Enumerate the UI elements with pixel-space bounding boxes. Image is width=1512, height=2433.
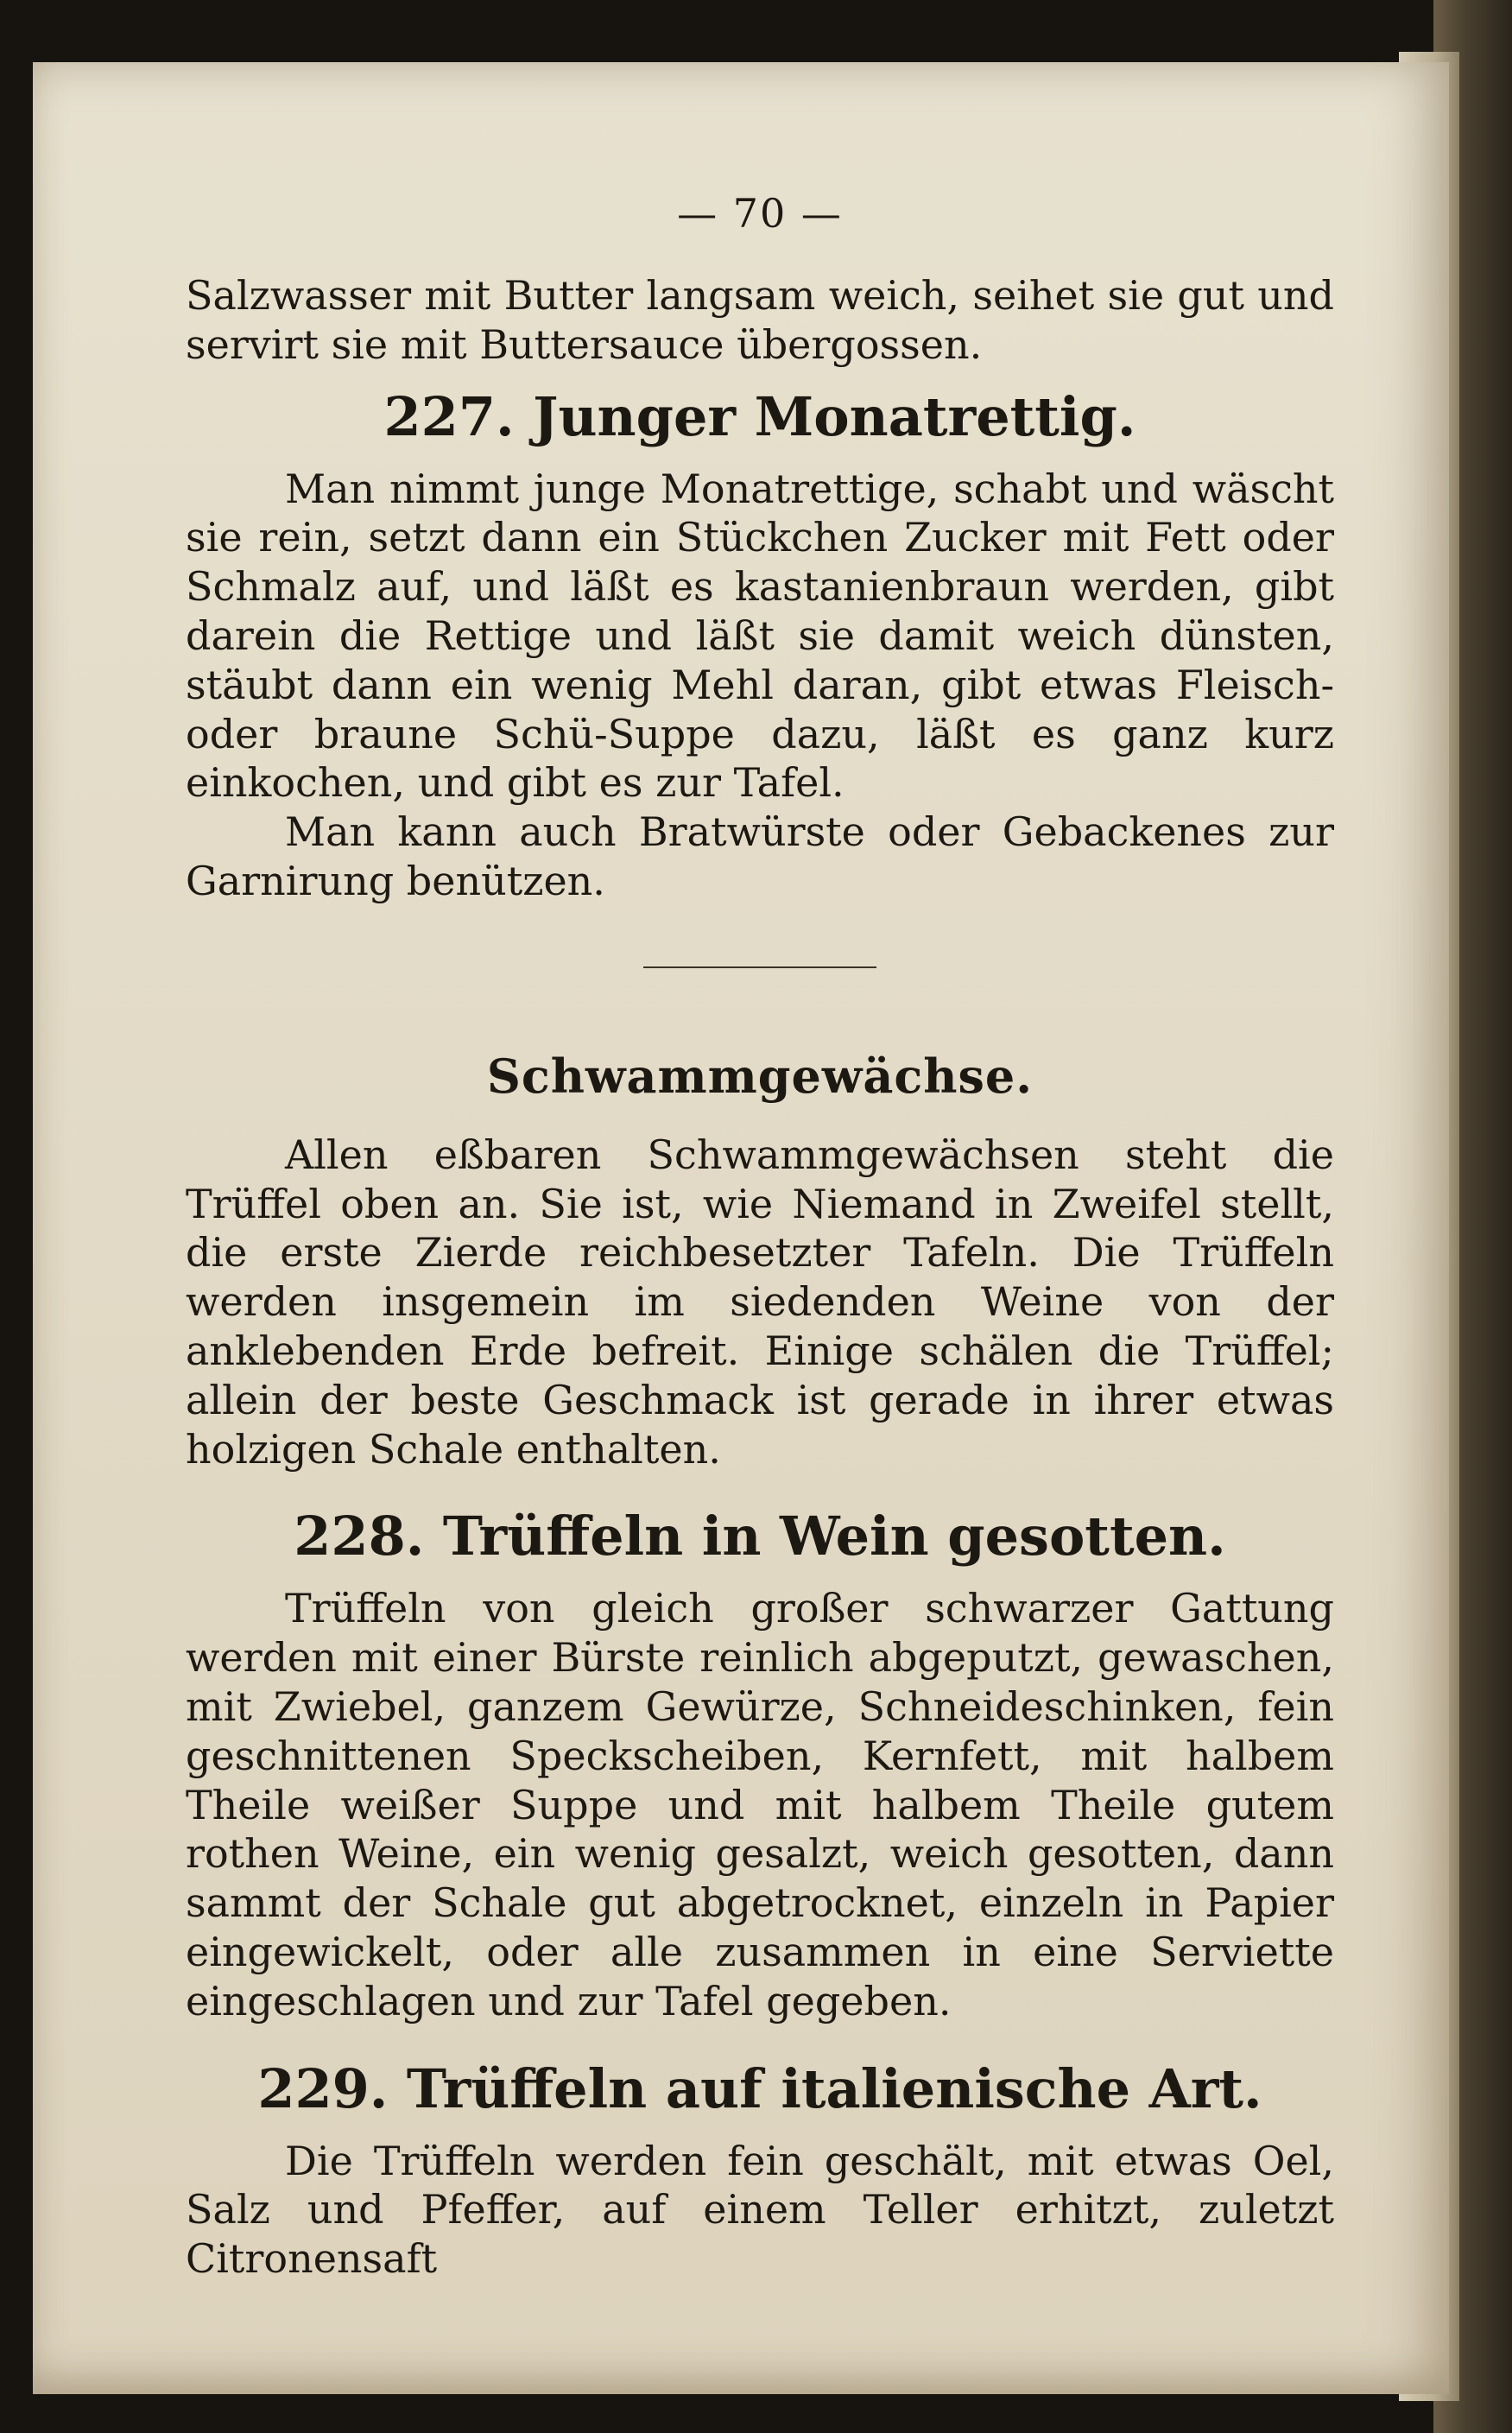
section-divider <box>643 966 876 968</box>
recipe-227-title: 227. Junger Monatrettig. <box>383 384 1136 448</box>
recipe-227-paragraph-2: Man kann auch Bratwürste oder Gebackenes zur Garnirung benützen. <box>186 808 1334 904</box>
intro-paragraph: Salzwasser mit Butter langsam weich, seihet sie gut und servirt sie mit Buttersauce übergossen. <box>186 272 1334 368</box>
recipe-228-paragraph: Trüffeln von gleich großer schwarzer Gattung werden mit einer Bürste reinlich abgeputzt, gewaschen, mit Zwiebel, ganzem Gewürze, Schneideschinken, fein geschnittenen Speckscheiben, Kernfett, mit halbem Theile weißer Suppe und mit halbem Theile gutem rothen Weine, ein wenig gesalzt, weich gesotten, dann sammt der Schale gut abgetrocknet, einzeln in Papier eingewickelt, oder alle zusammen in eine Serviette eingeschlagen und zur Tafel gegeben. <box>186 1585 1334 2024</box>
section-paragraph: Allen eßbaren Schwammgewächsen steht die Trüffel oben an. Sie ist, wie Niemand in Zweifel stellt, die erste Zierde reichbesetzter Tafeln. Die Trüffeln werden insgemein im siedenden Weine von der anklebenden Erde befreit. Einige schälen die Trüffel; allein der beste Geschmack ist gerade in ihrer etwas holzigen Schale enthalten. <box>186 1131 1334 1473</box>
recipe-228-title: 228. Trüffeln in Wein gesotten. <box>294 1505 1226 1568</box>
page-content <box>186 190 1334 2284</box>
recipe-227-paragraph-1: Man nimmt junge Monatrettige, schabt und wäscht sie rein, setzt dann ein Stückchen Zucker mit Fett oder Schmalz auf, und läßt es kastanienbraun werden, gibt darein die Rettige und läßt sie damit weich dünsten, stäubt dann ein wenig Mehl daran, gibt etwas Fleisch- oder braune Schü-Suppe dazu, läßt es ganz kurz einkochen, und gibt es zur Tafel. <box>186 465 1334 807</box>
recipe-229-title: 229. Trüffeln auf italienische Art. <box>257 2056 1262 2120</box>
recipe-229-paragraph: Die Trüffeln werden fein geschält, mit etwas Oel, Salz und Pfeffer, auf einem Teller erhitzt, zuletzt Citronensaft <box>186 2137 1334 2283</box>
section-title: Schwammgewächse. <box>486 1048 1034 1104</box>
page-number: — 70 — <box>677 190 843 237</box>
